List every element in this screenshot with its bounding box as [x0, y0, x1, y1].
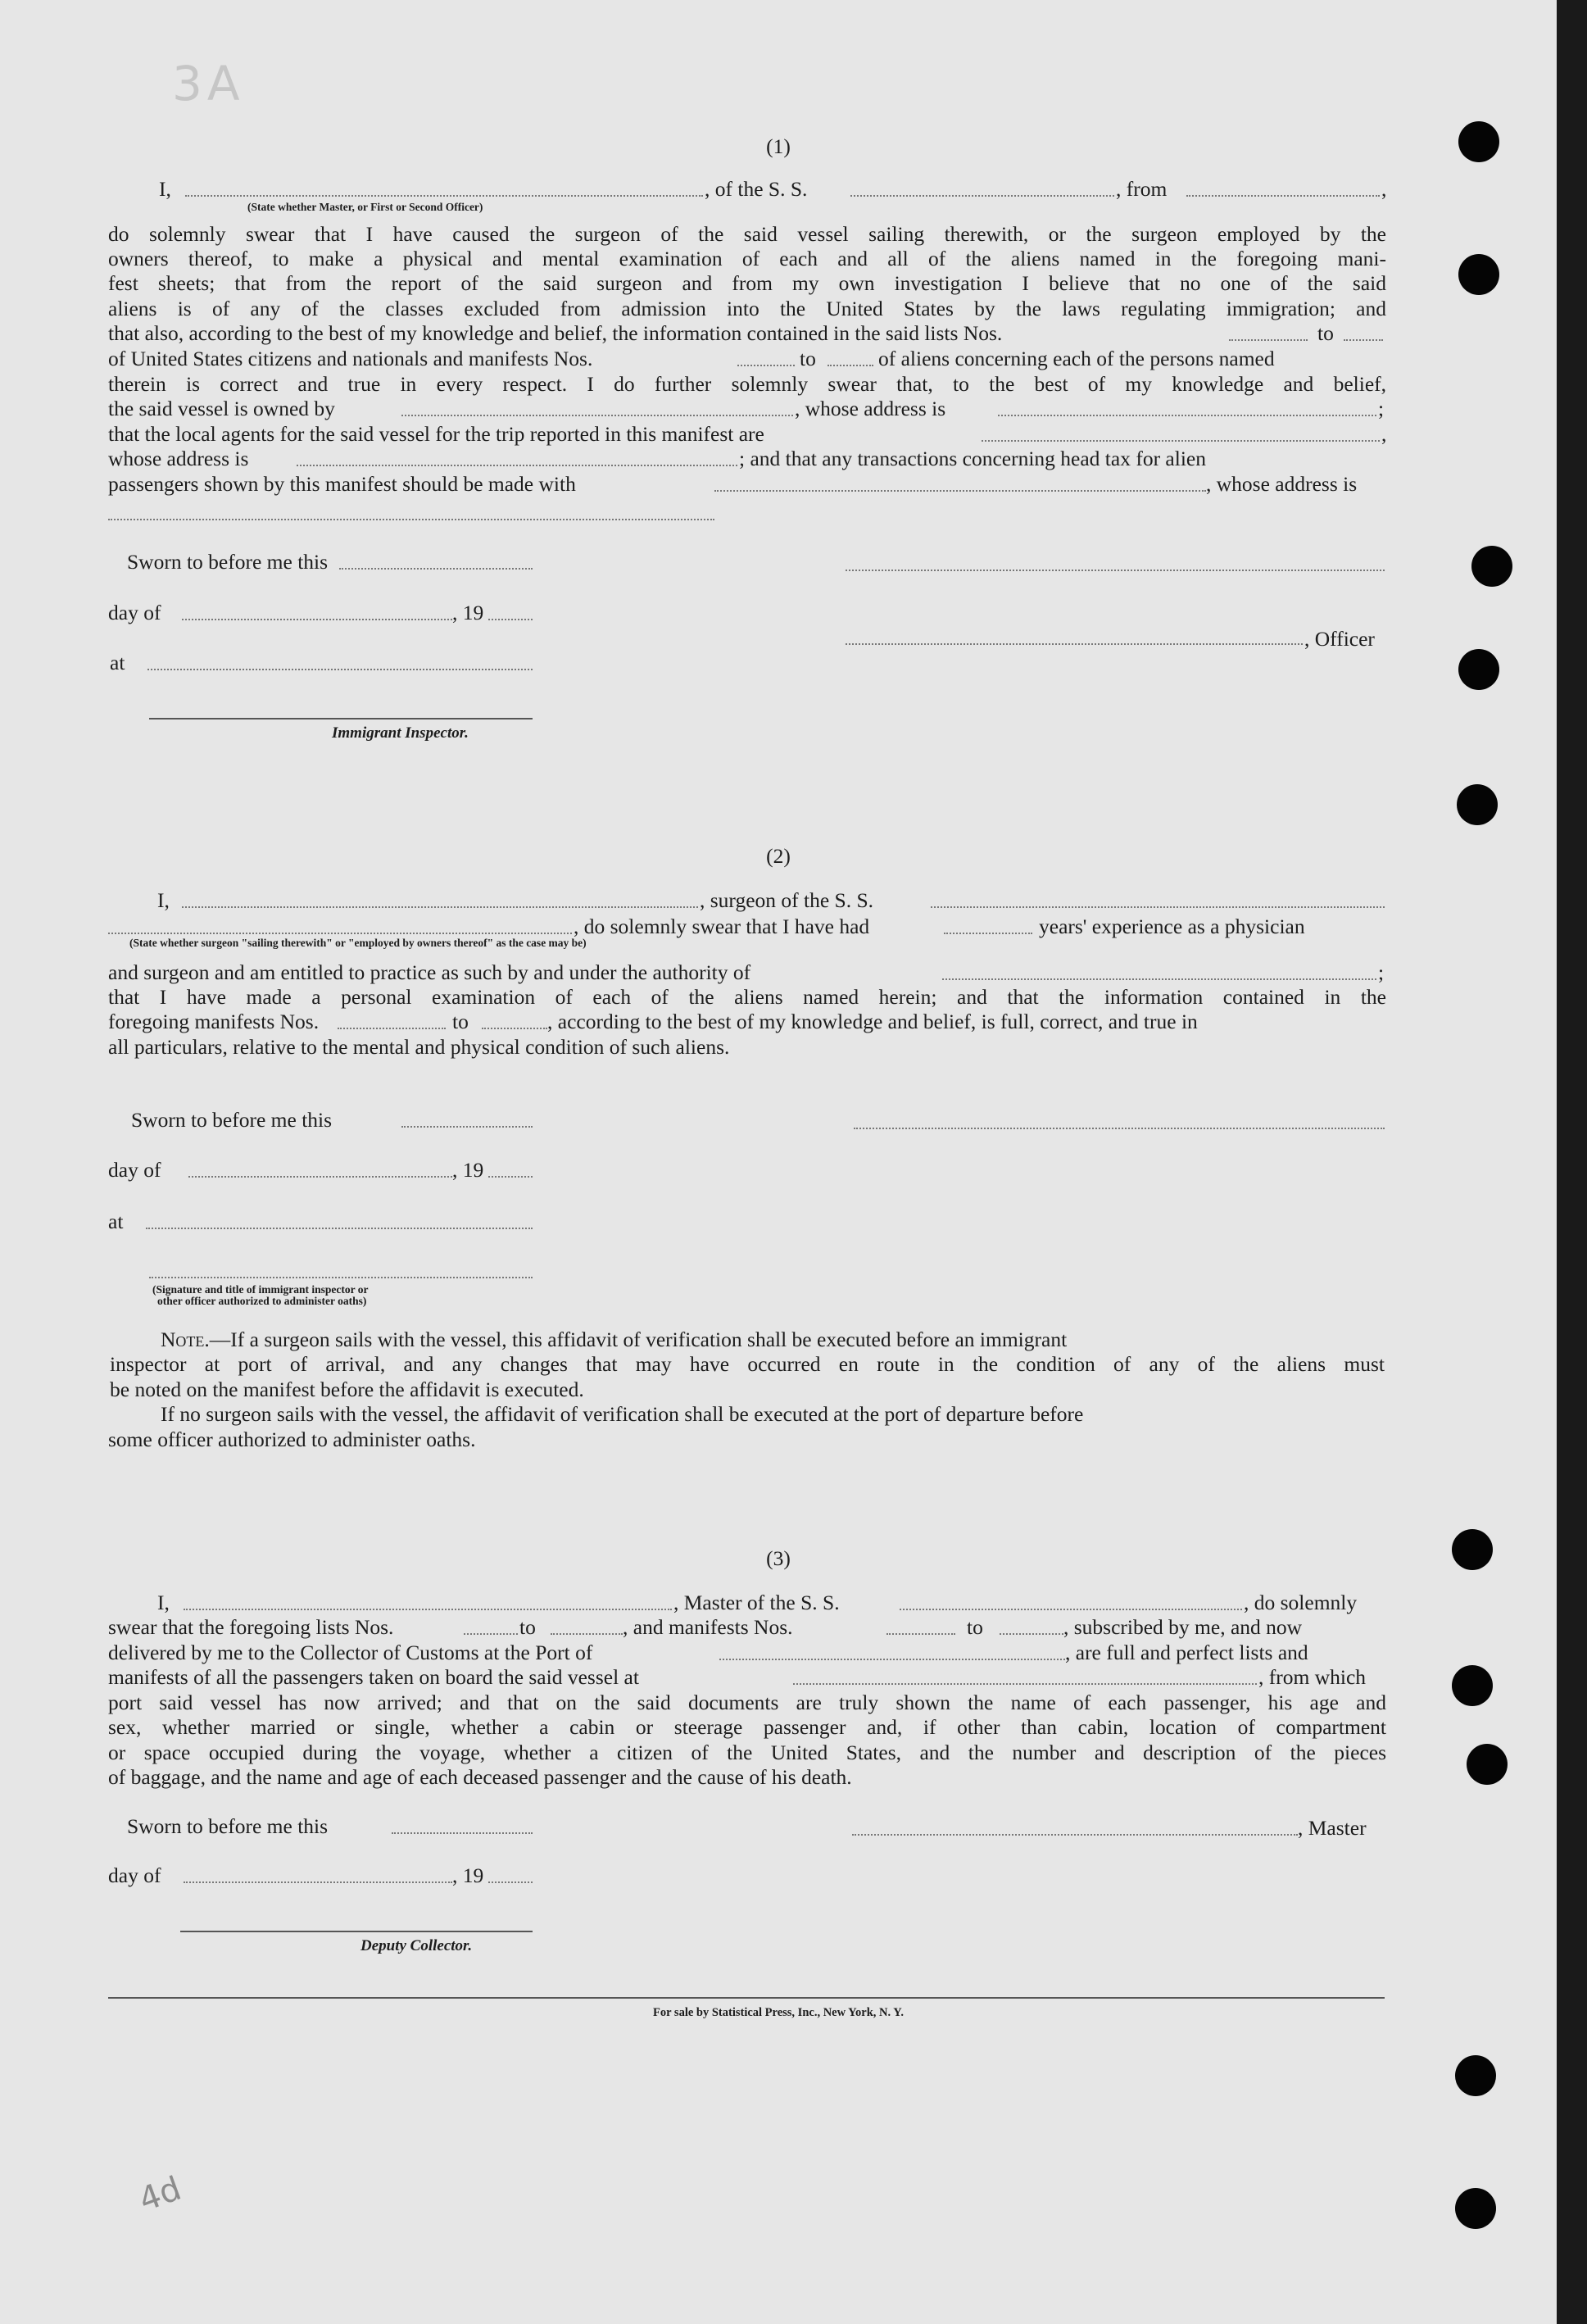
punch-hole [1458, 254, 1499, 295]
section-2-number: (2) [766, 844, 791, 868]
s1-para-line: do solemnly swear that I have caused the surgeon of the said vessel sailing therewith, or the surgeon employed by the [108, 222, 1386, 246]
s1-vessel-blank [850, 195, 1114, 197]
s1-whose-address: whose address is [108, 447, 249, 470]
s1-owner-address-blank [998, 415, 1376, 416]
handwritten-note: 4d [134, 2169, 187, 2220]
note-line: If no surgeon sails with the vessel, the affidavit of verification shall be executed at the port of departure before [161, 1402, 1084, 1426]
s1-line1-i: I, [159, 177, 171, 201]
s2-para-line: all particulars, relative to the mental and physical condition of such aliens. [108, 1035, 730, 1059]
s2-manifests-to: to [452, 1010, 469, 1033]
s3-lists-to-blank [551, 1633, 623, 1635]
s2-inspector-line [149, 1277, 533, 1278]
punch-hole [1455, 2055, 1496, 2096]
s1-agents-address-blank [297, 465, 737, 466]
s3-from-which: , from which [1258, 1665, 1367, 1689]
s3-master-name-blank [184, 1609, 672, 1610]
s1-owner-address-label: , whose address is [795, 397, 946, 420]
s2-swear-text: , do solemnly swear that I have had [574, 915, 870, 938]
s2-manifests-text: foregoing manifests Nos. [108, 1010, 320, 1033]
s3-vessel-blank [900, 1609, 1242, 1610]
s1-manifests-to-blank [828, 365, 873, 366]
s3-origin-port-blank [793, 1683, 1257, 1685]
s1-head-tax-text: ; and that any transactions concerning head tax for alien [739, 447, 1206, 470]
s1-manifests-tail: of aliens concerning each of the persons named [878, 347, 1275, 370]
s1-para-line: owners thereof, to make a physical and mental examination of each and all of the aliens named in the foregoing mani- [108, 247, 1386, 270]
punch-hole [1452, 1665, 1493, 1706]
section-1-number: (1) [766, 134, 791, 158]
s2-surgeon-of-ss: , surgeon of the S. S. [700, 888, 874, 912]
note-text: —If a surgeon sails with the vessel, this affidavit of verification shall be executed before an immigrant [209, 1328, 1068, 1351]
s3-lists-text: swear that the foregoing lists Nos. [108, 1615, 394, 1639]
s1-line1-comma: , [1381, 177, 1387, 201]
s2-experience-text: years' experience as a physician [1039, 915, 1305, 938]
s1-owner-blank [401, 415, 793, 416]
s1-sworn-label: Sworn to before me this [127, 550, 329, 574]
s1-transactions-blank [714, 490, 1206, 492]
footer-rule [108, 1997, 1385, 1999]
s1-comma: , [1381, 422, 1387, 446]
s2-para-line: that I have made a personal examination of each of the aliens named herein; and that the information contained in the [108, 985, 1386, 1009]
punch-hole [1471, 546, 1512, 587]
s3-master-of-ss: , Master of the S. S. [673, 1591, 840, 1614]
corner-pencil-mark: 3A [172, 56, 245, 111]
s3-sworn-blank [392, 1832, 533, 1834]
s3-collector-caption: Deputy Collector. [360, 1937, 473, 1954]
s2-at: at [108, 1210, 124, 1233]
s3-para-line: sex, whether married or single, whether a cabin or steerage passenger and, if other than cabin, location of compartment [108, 1715, 1386, 1739]
note-line: inspector at port of arrival, and any changes that may have occurred en route in the condition of any of the aliens must [110, 1352, 1385, 1376]
s3-port-blank [719, 1659, 1065, 1660]
s3-para-line: or space occupied during the voyage, whether a citizen of the United States, and the number and description of the pieces [108, 1741, 1386, 1764]
s2-authority-text: and surgeon and am entitled to practice as such by and under the authority of [108, 960, 751, 984]
s1-signature-blank [846, 570, 1385, 571]
s1-sworn-blank [339, 568, 533, 570]
punch-hole [1458, 649, 1499, 690]
s1-officer-blank [846, 643, 1303, 645]
s2-vessel-blank [931, 906, 1385, 908]
s3-taken-on-board-text: manifests of all the passengers taken on board the said vessel at [108, 1665, 639, 1689]
punch-hole [1467, 1744, 1508, 1785]
s3-do-solemnly: , do solemnly [1244, 1591, 1358, 1614]
s3-manifests-to: to [967, 1615, 983, 1639]
s3-manifests-to-blank [1000, 1633, 1063, 1635]
s1-lists-to: to [1317, 321, 1334, 345]
s3-master-label: , Master [1298, 1816, 1367, 1840]
s2-capacity-caption: (State whether surgeon "sailing therewith" or "employed by owners thereof" as the case may be) [129, 937, 587, 949]
note-line: be noted on the manifest before the affidavit is executed. [110, 1378, 584, 1401]
s1-at-blank [147, 669, 533, 670]
s1-at: at [110, 651, 125, 674]
s3-manifests-text: , and manifests Nos. [623, 1615, 793, 1639]
s3-port-text: delivered by me to the Collector of Customs at the Port of [108, 1641, 593, 1664]
s2-manifests-from-blank [338, 1028, 446, 1029]
s3-para-line: port said vessel has now arrived; and that on the said documents are truly shown the name of each passenger, his age and [108, 1691, 1386, 1714]
s3-line1-i: I, [157, 1591, 170, 1614]
s2-semicolon: ; [1378, 960, 1385, 984]
s3-lists-to: to [519, 1615, 536, 1639]
s3-signature-blank [852, 1834, 1298, 1836]
s2-at-blank [146, 1228, 533, 1229]
note-line-1 [161, 1328, 1067, 1352]
s2-surgeon-name-blank [182, 906, 698, 908]
s1-owned-by: the said vessel is owned by [108, 397, 335, 420]
s3-lists-perfect-text: , are full and perfect lists and [1065, 1641, 1308, 1664]
s1-address-continued-blank [108, 519, 714, 520]
s3-subscribed-text: , subscribed by me, and now [1063, 1615, 1303, 1639]
s2-signer-caption-2: other officer authorized to administer oaths) [157, 1295, 367, 1307]
s3-day-blank [184, 1881, 452, 1883]
s2-day-of: day of [108, 1158, 161, 1182]
s3-para-line: of baggage, and the name and age of each deceased passenger and the cause of his death. [108, 1765, 852, 1789]
s3-day-of: day of [108, 1863, 161, 1887]
s2-day-blank [188, 1176, 452, 1178]
s3-sworn-label: Sworn to before me this [127, 1814, 329, 1838]
s1-agents-text: that the local agents for the said vessel for the trip reported in this manifest are [108, 422, 764, 446]
s1-agents-blank [982, 440, 1380, 442]
s1-para-line: therein is correct and true in every respect. I do further solemnly swear that, to the best of my knowledge and belief, [108, 372, 1386, 396]
s1-from-blank [1186, 195, 1380, 197]
s1-year-blank [488, 619, 533, 620]
printer-imprint: For sale by Statistical Press, Inc., New York, N. Y. [653, 2006, 904, 2019]
s2-line1-i: I, [157, 888, 170, 912]
s2-authority-blank [942, 978, 1376, 980]
s1-manifests-to: to [800, 347, 816, 370]
s1-officer-label: , Officer [1304, 627, 1375, 651]
s1-inspector-caption: Immigrant Inspector. [332, 724, 469, 742]
s2-signature-blank [854, 1128, 1385, 1129]
s1-lists-text: that also, according to the best of my knowledge and belief, the information contained in the said lists Nos. [108, 321, 1003, 345]
s2-manifests-to-blank [482, 1028, 547, 1029]
s1-para-line: fest sheets; that from the report of the said surgeon and from my own investigation I believe that no one of the said [108, 271, 1386, 295]
s1-nineteen: , 19 [452, 601, 484, 624]
s1-inspector-line [149, 718, 533, 719]
s3-nineteen: , 19 [452, 1863, 484, 1887]
s1-officer-caption: (State whether Master, or First or Second Officer) [247, 201, 483, 213]
s1-officer-name-blank [185, 195, 703, 197]
s1-semicolon: ; [1378, 397, 1385, 420]
s1-para-line: aliens is of any of the classes excluded from admission into the United States by the laws regulating immigration; and [108, 297, 1386, 320]
s1-passengers-text: passengers shown by this manifest should be made with [108, 472, 576, 496]
s2-capacity-blank [108, 933, 572, 934]
s3-year-blank [488, 1881, 533, 1883]
s1-manifests-text: of United States citizens and nationals and manifests Nos. [108, 347, 593, 370]
s1-manifests-from-blank [737, 365, 795, 366]
s2-years-blank [944, 933, 1032, 934]
punch-hole [1457, 784, 1498, 825]
s2-sworn-label: Sworn to before me this [131, 1108, 333, 1132]
s2-sworn-blank [401, 1126, 533, 1128]
s1-day-of: day of [108, 601, 161, 624]
s1-line1-of-ss: , of the S. S. [705, 177, 808, 201]
s1-line1-from: , from [1116, 177, 1168, 201]
section-3-number: (3) [766, 1546, 791, 1570]
s1-lists-to-blank [1344, 339, 1383, 341]
s2-signer-caption-1: (Signature and title of immigrant inspector or [152, 1283, 369, 1296]
s1-day-blank [182, 619, 452, 620]
punch-hole [1455, 2188, 1496, 2229]
note-label: Note. [161, 1328, 210, 1351]
s3-manifests-from-blank [886, 1633, 955, 1635]
note-line: some officer authorized to administer oaths. [108, 1428, 476, 1451]
s3-lists-from-blank [464, 1633, 518, 1635]
s3-collector-line [180, 1931, 533, 1932]
s1-whose-address-2: , whose address is [1206, 472, 1358, 496]
s2-nineteen: , 19 [452, 1158, 484, 1182]
s1-lists-from-blank [1229, 339, 1308, 341]
s2-year-blank [488, 1176, 533, 1178]
s2-knowledge-text: , according to the best of my knowledge and belief, is full, correct, and true in [547, 1010, 1198, 1033]
